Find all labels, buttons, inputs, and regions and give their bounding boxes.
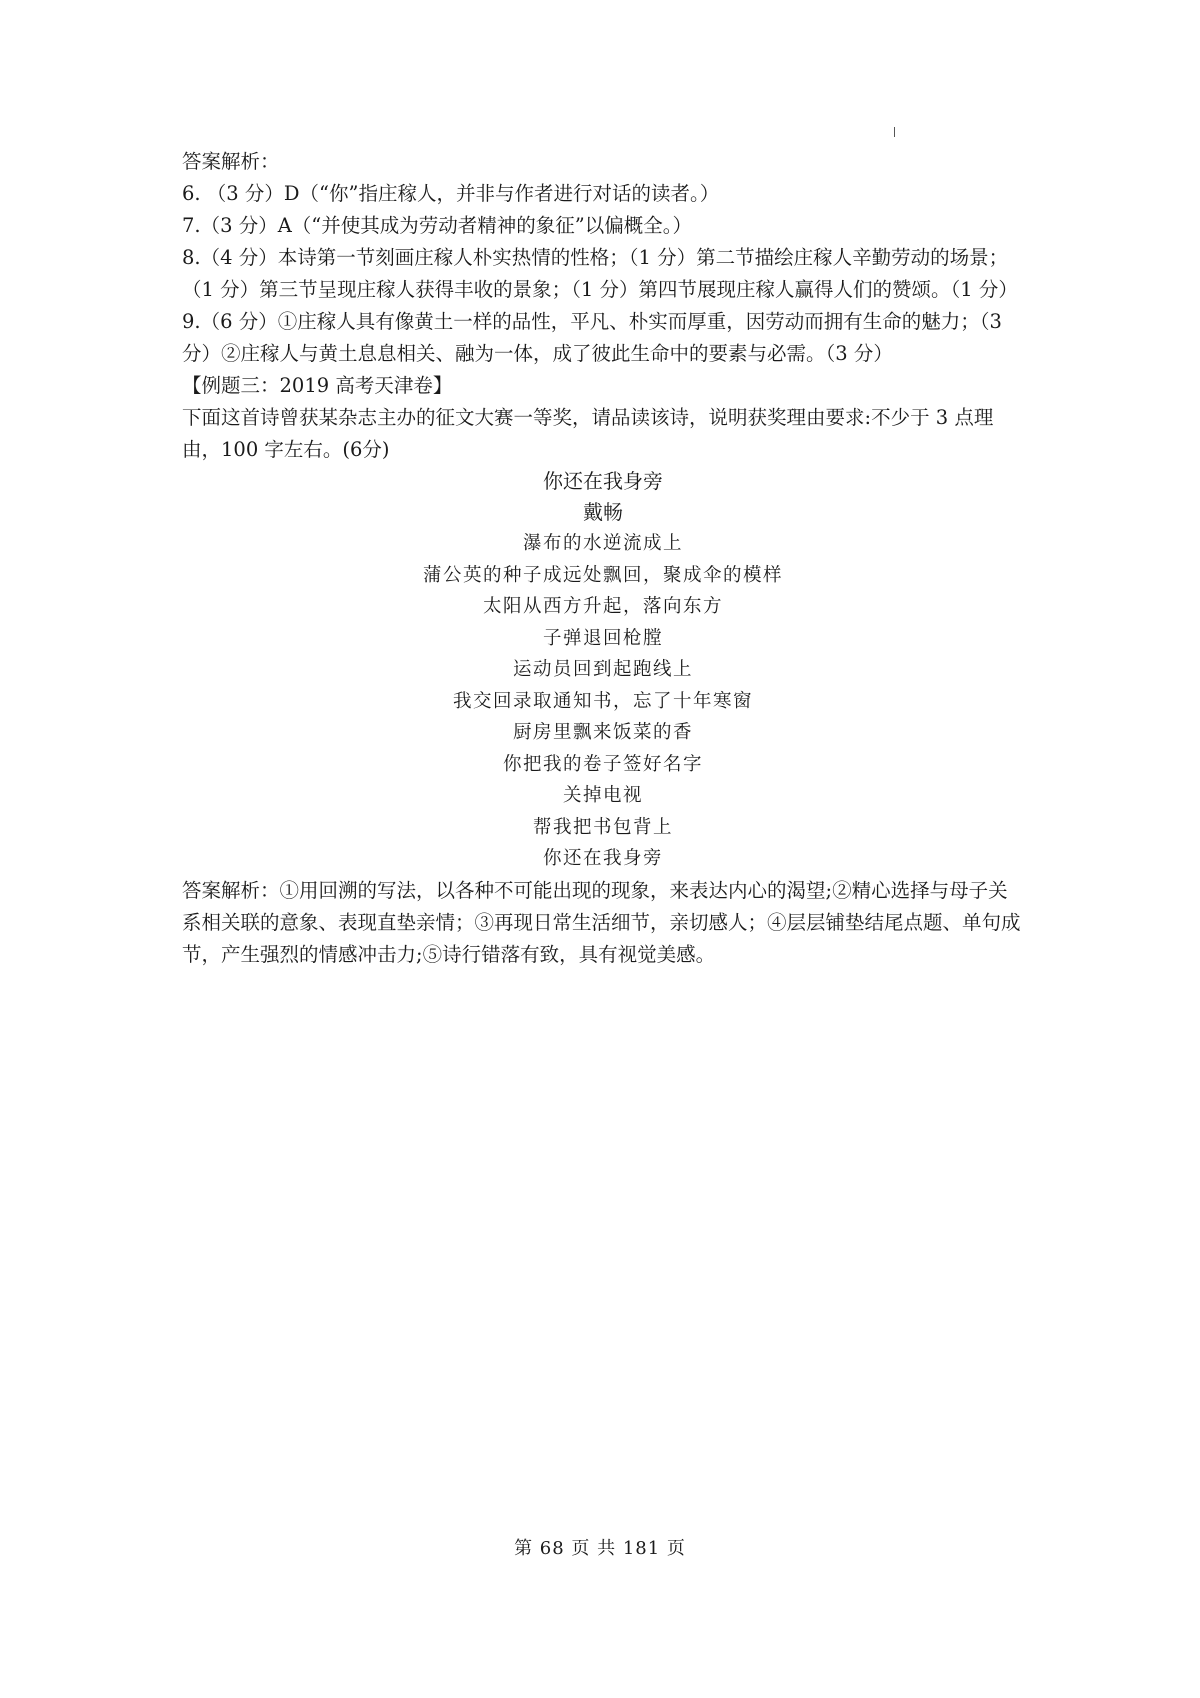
poem-line: 运动员回到起跑线上	[512, 659, 693, 680]
poem-line: 太阳从西方升起，落向东方	[482, 596, 723, 617]
answer-6: 6. （3 分）D（“你”指庄稼人，并非与作者进行对话的读者。）	[182, 182, 720, 205]
analysis-text: 答案解析：①用回溯的写法，以各种不可能出现的现象，来表达内心的渴望;②精心选择与母子关系相关联的意象、表现直垫亲情；③再现日常生活细节，亲切感人；④层层铺垫结尾点题、单句成节，产生强烈的情感冲击力;⑤诗行错落有致，具有视觉美感。	[182, 878, 1021, 966]
poem-title: 你还在我身旁	[543, 469, 663, 493]
poem-line: 关掉电视	[562, 785, 643, 806]
poem-line: 你还在我身旁	[542, 848, 663, 869]
page-content	[182, 146, 1024, 971]
poem-line: 蒲公英的种子成远处飘回，聚成伞的模样	[422, 564, 783, 586]
question-text: 下面这首诗曾获某杂志主办的征文大赛一等奖，请品读该诗，说明获奖理由要求:不少于 3 点理由，100 字左右。(6分)	[182, 406, 994, 461]
margin-mark	[894, 127, 895, 137]
answer-7: 7.（3 分）A（“并使其成为劳动者精神的象征”以偏概全。）	[182, 214, 692, 237]
poem-line: 我交回录取通知书，忘了十年寒窗	[452, 690, 753, 712]
poem	[182, 466, 1024, 875]
answer-9: 9.（6 分）①庄稼人具有像黄土一样的品性，平凡、朴实而厚重，因劳动而拥有生命的魅力；（3 分）②庄稼人与黄土息息相关、融为一体，成了彼此生命中的要素与必需。（3 分）	[182, 310, 1002, 365]
answer-header: 答案解析：	[182, 150, 280, 173]
poem-author: 戴畅	[583, 500, 623, 524]
poem-line: 瀑布的水逆流成上	[522, 533, 683, 554]
poem-line: 帮我把书包背上	[532, 816, 673, 838]
answer-8: 8.（4 分）本诗第一节刻画庄稼人朴实热情的性格；（1 分）第二节描绘庄稼人辛勤劳动的场景；（1 分）第三节呈现庄稼人获得丰收的景象；（1 分）第四节展现庄稼人赢得人们的赞颂。（1 分）	[182, 246, 1018, 301]
example-heading: 【例题三：2019 高考天津卷】	[182, 374, 453, 397]
page-footer: 第 68 页 共 181 页	[514, 1538, 686, 1559]
poem-line: 你把我的卷子签好名字	[502, 753, 703, 775]
poem-line: 厨房里飘来饭菜的香	[512, 722, 693, 743]
poem-line: 子弹退回枪膛	[542, 627, 663, 649]
